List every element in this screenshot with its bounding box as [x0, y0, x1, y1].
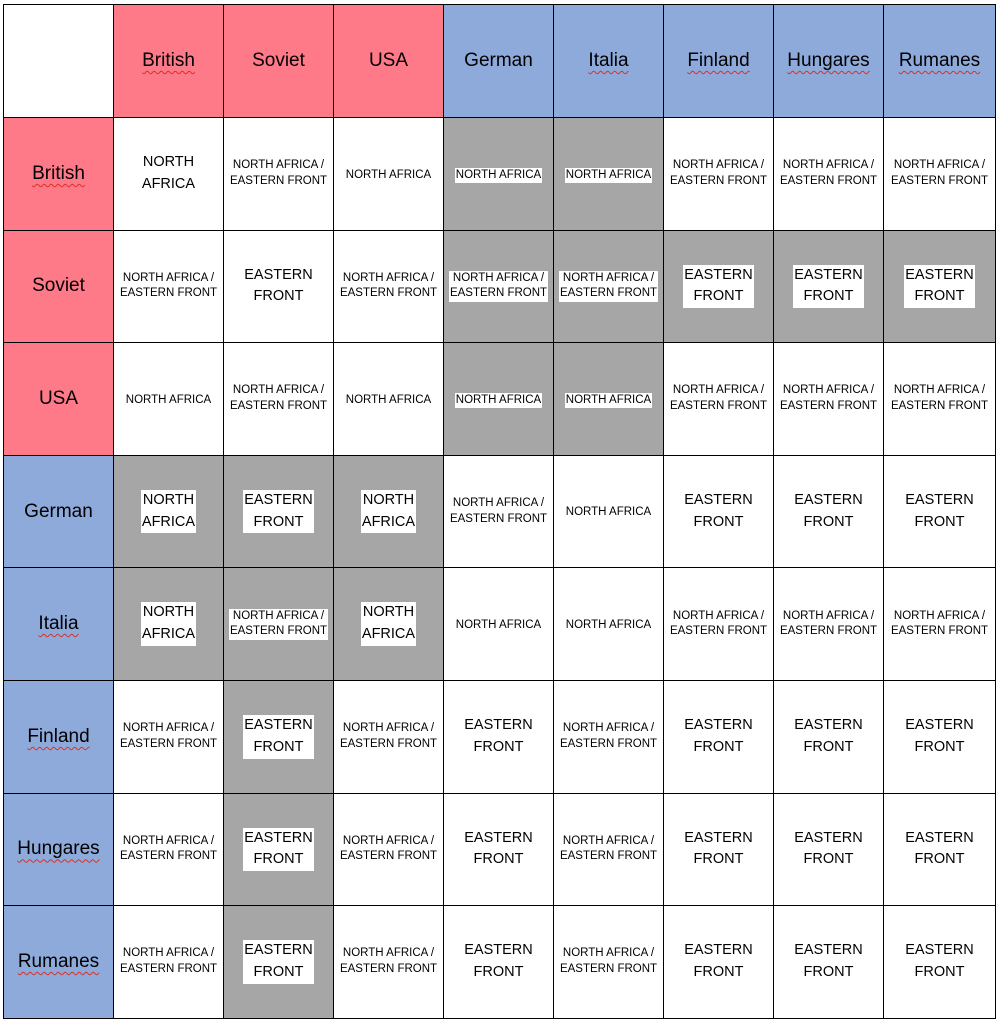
matrix-cell [554, 906, 664, 1019]
matrix-cell [664, 568, 774, 681]
cell-theater-text: NORTH AFRICA [565, 618, 652, 631]
matrix-cell [884, 793, 996, 906]
cell-theater-text: NORTH AFRICA / EASTERN FRONT [339, 722, 438, 750]
cell-theater-text: NORTH AFRICA / EASTERN FRONT [559, 947, 658, 975]
row-header-hungares [4, 793, 114, 906]
cell-theater-text: NORTH AFRICA / EASTERN FRONT [890, 159, 989, 187]
cell-theater-text: NORTH AFRICA / EASTERN FRONT [119, 271, 218, 300]
cell-theater-text: EASTERN FRONT [684, 491, 753, 530]
matrix-cell [774, 118, 884, 231]
matrix-cell [884, 343, 996, 456]
matrix-cell [444, 793, 554, 906]
matrix-cell [444, 230, 554, 343]
matrix-cell [664, 455, 774, 568]
matrix-cell [774, 906, 884, 1019]
matrix-cell [884, 906, 996, 1019]
cell-theater-text: EASTERN FRONT [904, 265, 975, 309]
cell-theater-text: NORTH AFRICA [565, 393, 652, 409]
matrix-cell [334, 455, 444, 568]
table-row [4, 230, 996, 343]
row-header-soviet [4, 230, 114, 343]
matrix-cell [224, 230, 334, 343]
cell-theater-text: EASTERN FRONT [905, 942, 974, 980]
cell-theater-text: NORTH AFRICA / EASTERN FRONT [339, 271, 438, 300]
matrix-cell [774, 793, 884, 906]
cell-theater-text: EASTERN FRONT [464, 942, 533, 980]
matrix-cell [664, 343, 774, 456]
theater-matrix-table [3, 4, 996, 1019]
cell-theater-text: NORTH AFRICA / EASTERN FRONT [779, 159, 878, 187]
matrix-cell [554, 568, 664, 681]
column-header-usa [334, 5, 444, 118]
table-row [4, 455, 996, 568]
matrix-cell [444, 906, 554, 1019]
matrix-cell [224, 118, 334, 231]
cell-theater-text: EASTERN FRONT [905, 491, 974, 530]
cell-theater-text: NORTH AFRICA / EASTERN FRONT [449, 271, 548, 302]
cell-theater-text: EASTERN FRONT [905, 717, 974, 755]
cell-theater-text: NORTH AFRICA [141, 602, 196, 646]
cell-theater-text: EASTERN FRONT [464, 717, 533, 755]
matrix-cell [774, 230, 884, 343]
matrix-cell [114, 230, 224, 343]
matrix-cell [884, 118, 996, 231]
corner-cell [4, 5, 114, 118]
cell-theater-text: NORTH AFRICA / EASTERN FRONT [229, 384, 328, 412]
matrix-cell [224, 343, 334, 456]
column-header-label: British [142, 50, 195, 71]
cell-theater-text: NORTH AFRICA [345, 168, 432, 181]
matrix-cell [224, 568, 334, 681]
cell-theater-text: EASTERN FRONT [243, 715, 314, 759]
cell-theater-text: EASTERN FRONT [244, 266, 313, 305]
row-header-label: USA [38, 387, 79, 409]
cell-theater-text: NORTH AFRICA [455, 168, 542, 184]
cell-theater-text: EASTERN FRONT [794, 717, 863, 755]
cell-theater-text: NORTH AFRICA / EASTERN FRONT [559, 271, 658, 302]
matrix-cell [884, 680, 996, 793]
cell-theater-text: NORTH AFRICA [345, 393, 432, 406]
matrix-cell [554, 455, 664, 568]
table-row [4, 906, 996, 1019]
matrix-cell [334, 343, 444, 456]
cell-theater-text: NORTH AFRICA / EASTERN FRONT [779, 609, 878, 638]
cell-theater-text: EASTERN FRONT [683, 265, 754, 309]
matrix-cell [114, 680, 224, 793]
table-row [4, 118, 996, 231]
column-header-label: Italia [588, 50, 629, 71]
column-header-german [444, 5, 554, 118]
row-header-italia [4, 568, 114, 681]
matrix-cell [224, 680, 334, 793]
matrix-cell [444, 455, 554, 568]
row-header-label: German [24, 500, 93, 522]
column-header-label: Hungares [787, 50, 870, 71]
column-header-label: German [464, 50, 533, 71]
matrix-cell [334, 230, 444, 343]
row-header-usa [4, 343, 114, 456]
cell-theater-text: NORTH AFRICA / EASTERN FRONT [229, 609, 328, 640]
cell-theater-text: EASTERN FRONT [793, 265, 864, 309]
matrix-cell [224, 455, 334, 568]
table-row [4, 568, 996, 681]
table-row [4, 680, 996, 793]
column-header-british [114, 5, 224, 118]
matrix-cell [774, 680, 884, 793]
cell-theater-text: NORTH AFRICA / EASTERN FRONT [669, 384, 768, 412]
row-header-rumanes [4, 906, 114, 1019]
cell-theater-text: NORTH AFRICA / EASTERN FRONT [119, 722, 218, 750]
cell-theater-text: NORTH AFRICA / EASTERN FRONT [559, 722, 658, 750]
matrix-cell [554, 343, 664, 456]
matrix-cell [114, 343, 224, 456]
matrix-cell [884, 568, 996, 681]
row-header-finland [4, 680, 114, 793]
cell-theater-text: NORTH AFRICA [361, 602, 416, 646]
matrix-cell [774, 343, 884, 456]
matrix-cell [664, 118, 774, 231]
matrix-cell [664, 793, 774, 906]
row-header-british [4, 118, 114, 231]
table-row [4, 793, 996, 906]
cell-theater-text: NORTH AFRICA / EASTERN FRONT [779, 384, 878, 412]
column-header-label: Soviet [252, 50, 305, 71]
cell-theater-text: NORTH AFRICA / EASTERN FRONT [339, 947, 438, 975]
cell-theater-text: EASTERN FRONT [243, 490, 314, 534]
cell-theater-text: NORTH AFRICA / EASTERN FRONT [669, 159, 768, 187]
matrix-cell [334, 680, 444, 793]
cell-theater-text: EASTERN FRONT [684, 717, 753, 755]
row-header-label: Soviet [32, 275, 85, 297]
matrix-cell [114, 118, 224, 231]
header-row [4, 5, 996, 118]
cell-theater-text: NORTH AFRICA [141, 154, 196, 192]
cell-theater-text: NORTH AFRICA / EASTERN FRONT [890, 609, 989, 638]
column-header-label: Finland [687, 50, 750, 71]
cell-theater-text: NORTH AFRICA / EASTERN FRONT [449, 497, 548, 525]
matrix-cell [334, 793, 444, 906]
cell-theater-text: EASTERN FRONT [464, 829, 533, 868]
cell-theater-text: NORTH AFRICA / EASTERN FRONT [119, 834, 218, 863]
cell-theater-text: NORTH AFRICA / EASTERN FRONT [119, 947, 218, 975]
matrix-cell [664, 680, 774, 793]
column-header-finland [664, 5, 774, 118]
row-header-label: Finland [27, 725, 90, 747]
cell-theater-text: NORTH AFRICA / EASTERN FRONT [890, 384, 989, 412]
matrix-cell [114, 793, 224, 906]
matrix-cell [774, 455, 884, 568]
cell-theater-text: NORTH AFRICA [125, 393, 212, 406]
cell-theater-text: EASTERN FRONT [905, 829, 974, 868]
column-header-label: Rumanes [898, 50, 981, 71]
cell-theater-text: EASTERN FRONT [684, 942, 753, 980]
matrix-cell [334, 118, 444, 231]
cell-theater-text: NORTH AFRICA [141, 490, 196, 534]
cell-theater-text: EASTERN FRONT [794, 491, 863, 530]
cell-theater-text: NORTH AFRICA / EASTERN FRONT [559, 834, 658, 863]
matrix-cell [774, 568, 884, 681]
column-header-label: USA [368, 50, 409, 71]
cell-theater-text: NORTH AFRICA [361, 490, 416, 534]
cell-theater-text: EASTERN FRONT [243, 940, 314, 984]
matrix-cell [884, 230, 996, 343]
cell-theater-text: NORTH AFRICA [455, 618, 542, 631]
cell-theater-text: NORTH AFRICA [455, 393, 542, 409]
cell-theater-text: EASTERN FRONT [684, 829, 753, 868]
matrix-cell [444, 568, 554, 681]
column-header-soviet [224, 5, 334, 118]
matrix-cell [114, 455, 224, 568]
matrix-cell [664, 906, 774, 1019]
cell-theater-text: EASTERN FRONT [243, 828, 314, 872]
matrix-cell [114, 568, 224, 681]
matrix-cell [224, 906, 334, 1019]
cell-theater-text: NORTH AFRICA [565, 506, 652, 519]
matrix-cell [334, 906, 444, 1019]
matrix-cell [664, 230, 774, 343]
column-header-hungares [774, 5, 884, 118]
cell-theater-text: EASTERN FRONT [794, 829, 863, 868]
matrix-cell [554, 230, 664, 343]
matrix-cell [444, 343, 554, 456]
row-header-label: Italia [38, 613, 79, 635]
matrix-cell [444, 680, 554, 793]
table-row [4, 343, 996, 456]
matrix-cell [554, 680, 664, 793]
cell-theater-text: NORTH AFRICA / EASTERN FRONT [339, 834, 438, 863]
cell-theater-text: NORTH AFRICA / EASTERN FRONT [669, 609, 768, 638]
row-header-label: British [32, 162, 85, 184]
matrix-cell [334, 568, 444, 681]
row-header-label: Hungares [17, 838, 100, 860]
row-header-label: Rumanes [17, 950, 100, 972]
matrix-cell [884, 455, 996, 568]
matrix-cell [114, 906, 224, 1019]
column-header-italia [554, 5, 664, 118]
matrix-cell [554, 118, 664, 231]
cell-theater-text: NORTH AFRICA [565, 168, 652, 184]
column-header-rumanes [884, 5, 996, 118]
matrix-cell [554, 793, 664, 906]
cell-theater-text: NORTH AFRICA / EASTERN FRONT [229, 159, 328, 187]
row-header-german [4, 455, 114, 568]
matrix-cell [224, 793, 334, 906]
cell-theater-text: EASTERN FRONT [794, 942, 863, 980]
matrix-cell [444, 118, 554, 231]
